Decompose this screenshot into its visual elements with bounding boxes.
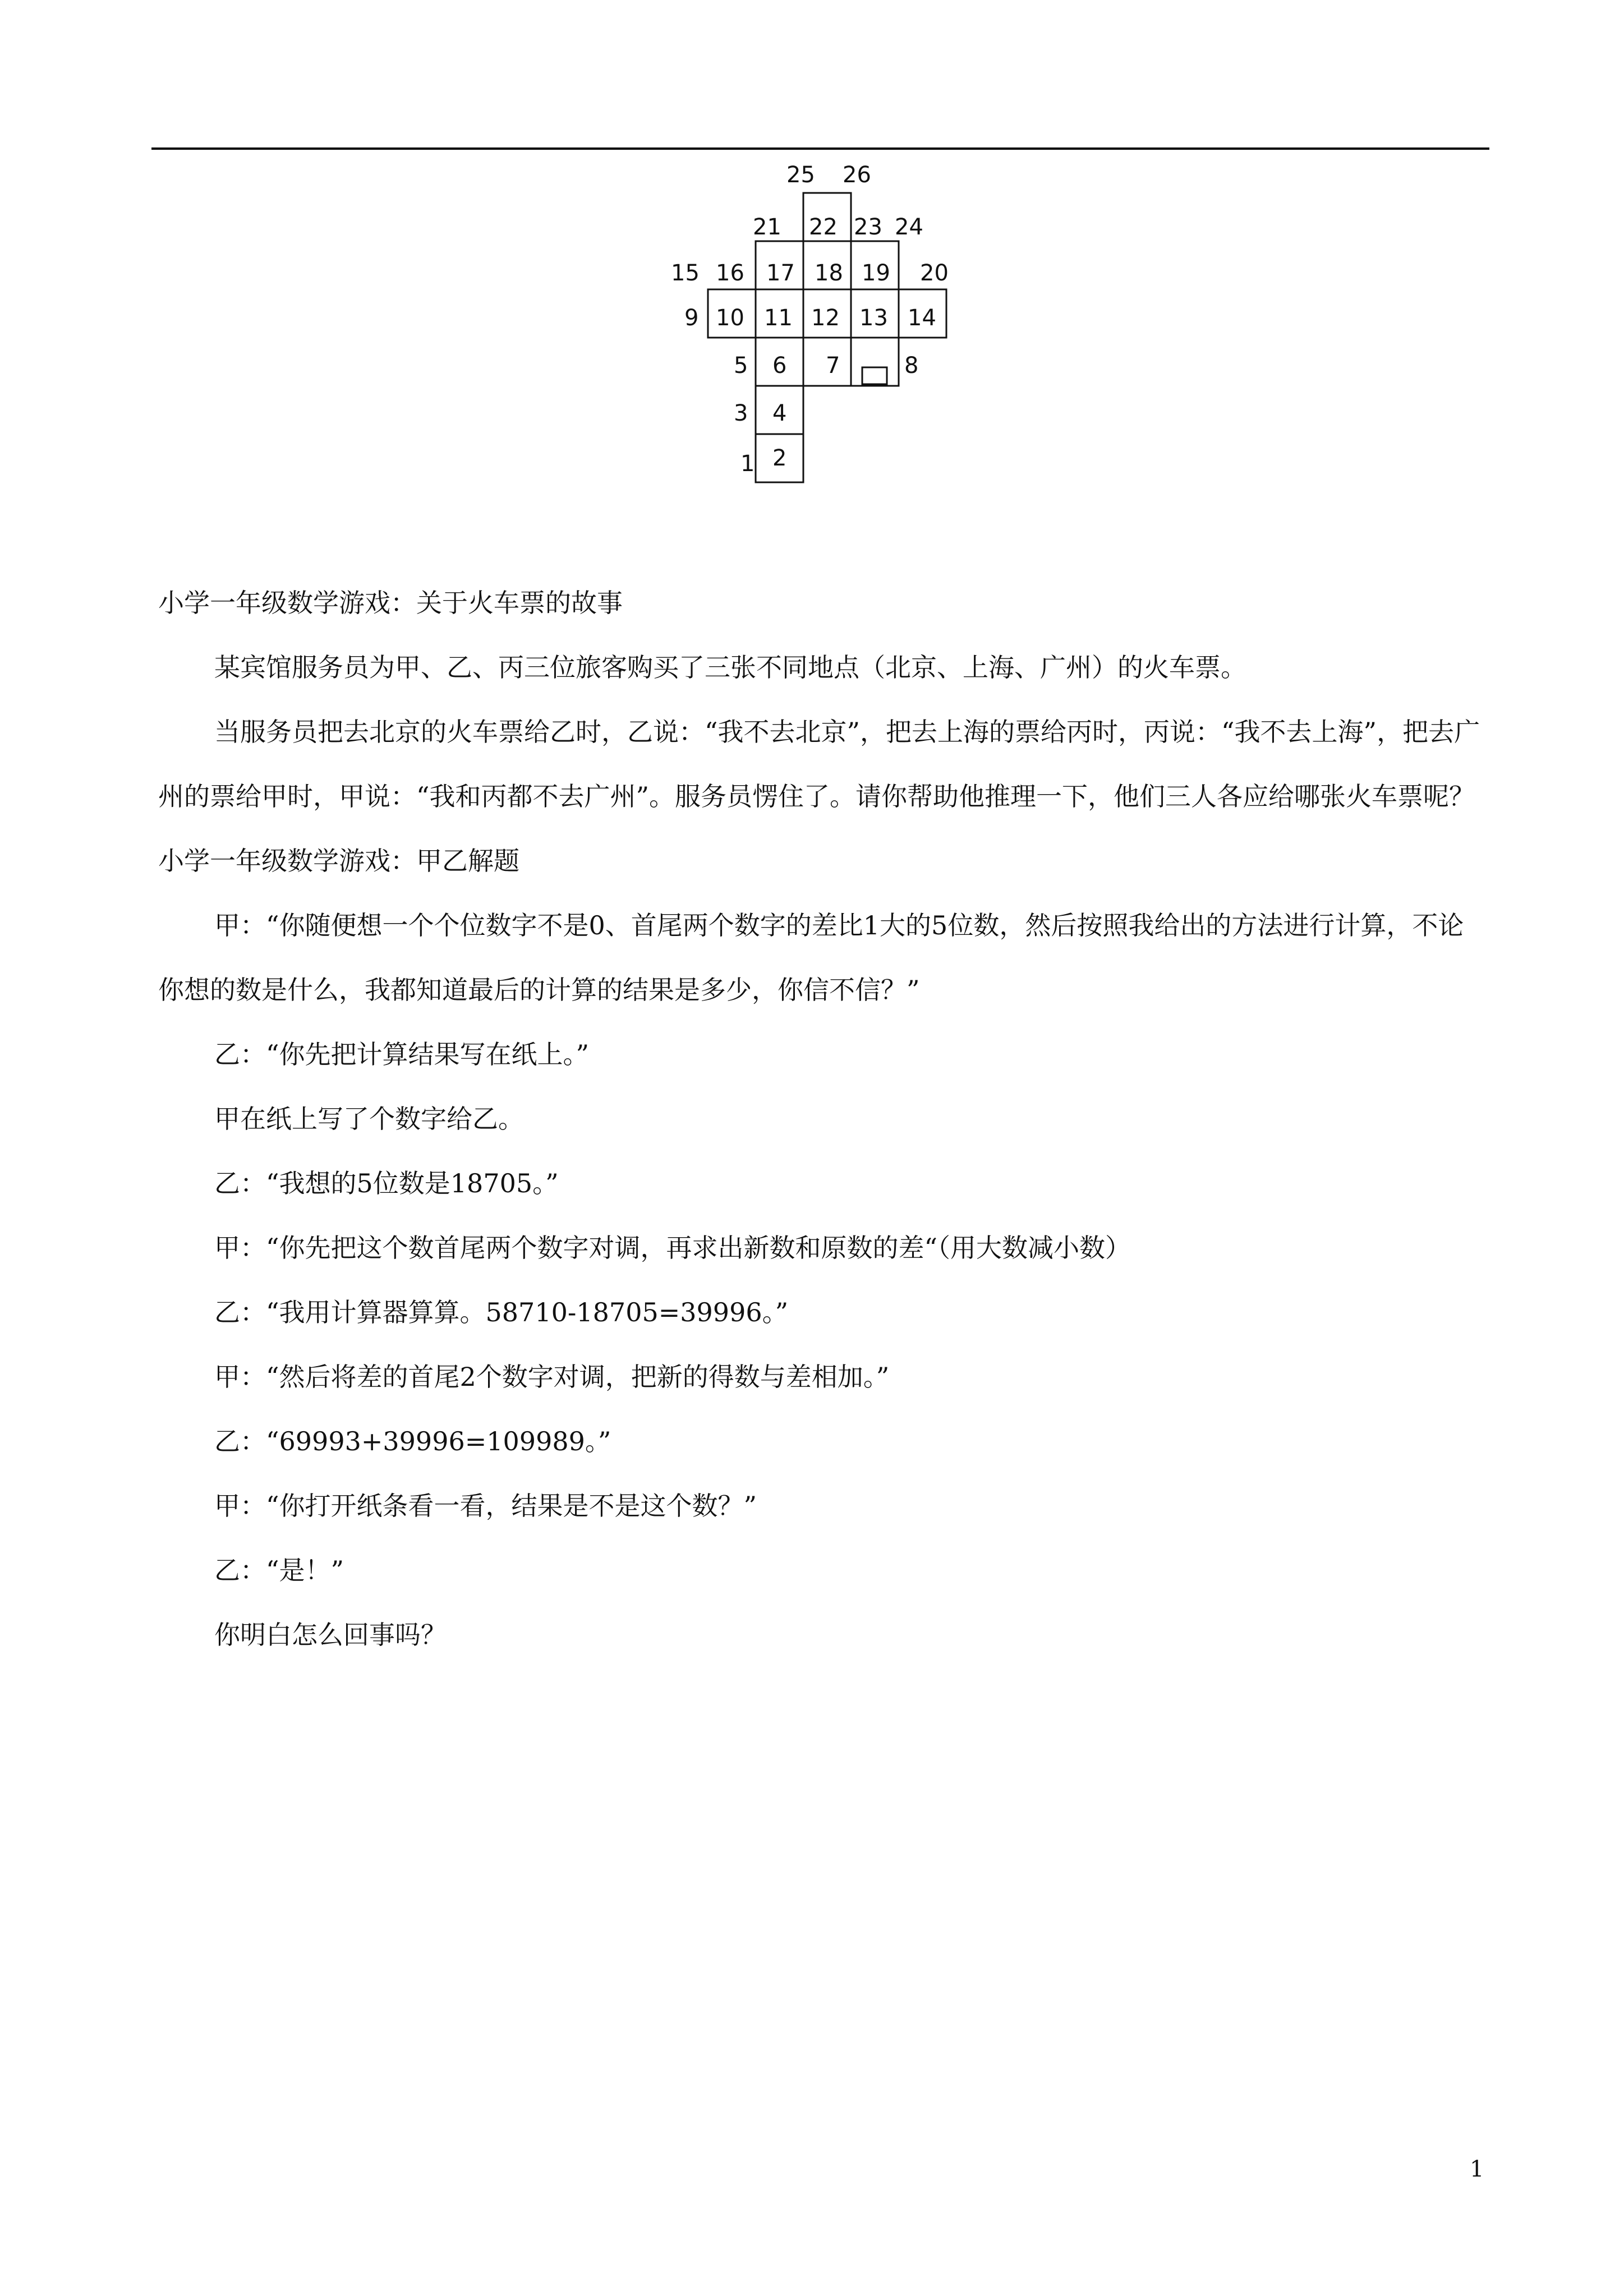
paragraph: 某宾馆服务员为甲、乙、丙三位旅客购买了三张不同地点（北京、上海、广州）的火车票。 (214, 652, 1246, 683)
diagram-label: 16 (716, 260, 744, 286)
diagram-label: 24 (895, 214, 923, 240)
diagram-label: 13 (859, 305, 888, 331)
paragraph: 当服务员把去北京的火车票给乙时，乙说：“我不去北京”，把去上海的票给丙时，丙说：“我不去上海”，把去广州的票给甲时，甲说：“我和丙都不去广州”。服务员愣住了。请你帮助他推理一下，他们三人各应给哪张火车票呢？ (158, 717, 1480, 812)
paragraph: 乙：“我想的5位数是18705。” (214, 1168, 559, 1198)
paragraph: 甲在纸上写了个数字给乙。 (214, 1104, 524, 1134)
paragraph: 乙：“我用计算器算算。58710-18705=39996。” (214, 1297, 789, 1327)
page-number: 1 (1470, 2156, 1484, 2182)
grid-cell-inner-box (862, 367, 887, 384)
diagram-label: 20 (920, 260, 949, 286)
paragraph: 甲：“你打开纸条看一看，结果是不是这个数？” (214, 1491, 757, 1521)
diagram-label: 1 (740, 451, 755, 477)
diagram-label: 8 (904, 353, 919, 379)
diagram-label: 15 (671, 260, 700, 286)
section-title: 小学一年级数学游戏：甲乙解题 (158, 846, 519, 876)
diagram-label: 19 (862, 260, 890, 286)
diagram-label: 2 (772, 445, 787, 471)
diagram-label: 23 (854, 214, 882, 240)
diagram-label: 11 (764, 305, 793, 331)
diagram-label: 17 (766, 260, 795, 286)
number-grid-diagram (662, 163, 965, 488)
grid-cell-blank (851, 338, 899, 386)
diagram-label: 5 (734, 353, 748, 379)
paragraph: 乙：“69993+39996=109989。” (214, 1426, 611, 1456)
diagram-label: 21 (753, 214, 781, 240)
paragraph: 甲：“然后将差的首尾2个数字对调，把新的得数与差相加。” (214, 1362, 890, 1392)
diagram-label: 10 (716, 305, 744, 331)
diagram-label: 14 (908, 305, 936, 331)
paragraph: 甲：“你先把这个数首尾两个数字对调，再求出新数和原数的差“（用大数减小数） (214, 1233, 1131, 1263)
section-title: 小学一年级数学游戏：关于火车票的故事 (158, 588, 623, 618)
diagram-label: 6 (772, 353, 787, 379)
diagram-label: 25 (786, 163, 815, 188)
diagram-label: 26 (843, 163, 871, 188)
diagram-label: 22 (809, 214, 838, 240)
paragraph: 乙：“你先把计算结果写在纸上。” (214, 1039, 590, 1069)
diagram-label: 18 (815, 260, 843, 286)
diagram-label: 12 (811, 305, 840, 331)
header-rule (151, 147, 1489, 150)
diagram-label: 7 (826, 353, 840, 379)
paragraph: 甲：“你随便想一个个位数字不是0、首尾两个数字的差比1大的5位数，然后按照我给出的方法进行计算，不论你想的数是什么，我都知道最后的计算的结果是多少，你信不信？” (158, 910, 1464, 1005)
paragraph: 你明白怎么回事吗？ (214, 1620, 447, 1650)
diagram-label: 4 (772, 400, 787, 426)
paragraph: 乙：“是！” (214, 1555, 344, 1585)
document-body (158, 571, 1488, 1667)
diagram-label: 3 (734, 400, 748, 426)
diagram-label: 9 (684, 305, 699, 331)
